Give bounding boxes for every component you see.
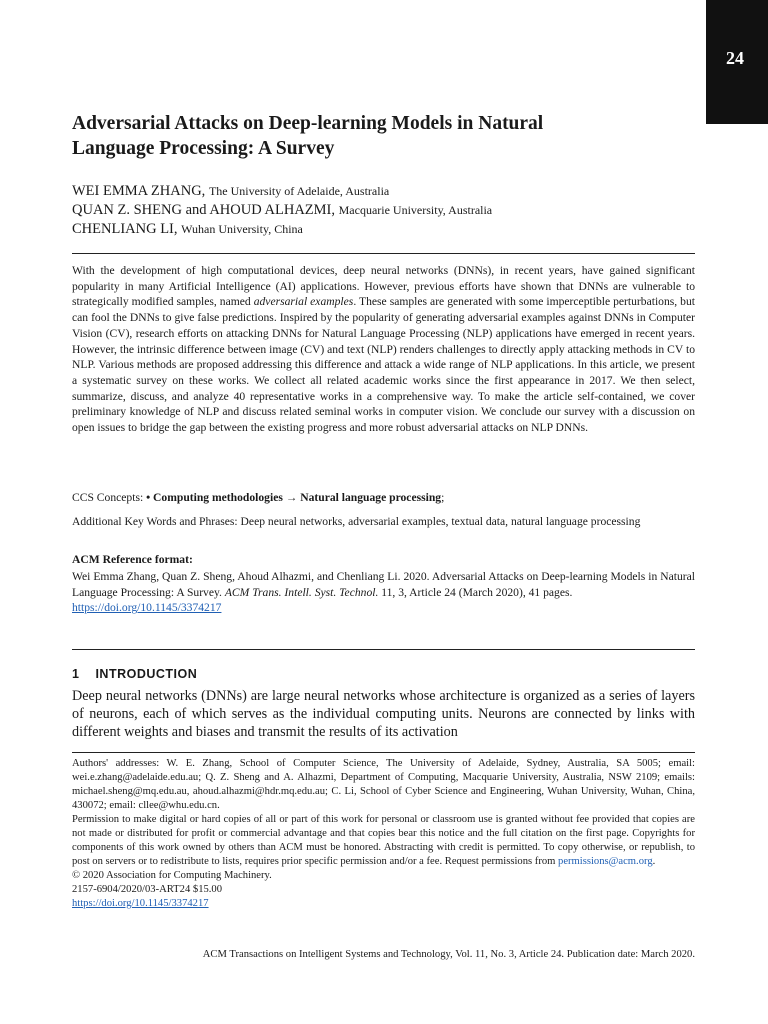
- introduction-paragraph: Deep neural networks (DNNs) are large neural networks whose architecture is organized as a series of layers of neurons, each of which serves as the individual computing units. Neurons are connected by links with different weights and biases and transmit the results of its activation: [72, 688, 695, 741]
- page-footer: ACM Transactions on Intelligent Systems and Technology, Vol. 11, No. 3, Article 24. Publication date: March 2020.: [202, 949, 695, 960]
- author-affiliation: The University of Adelaide, Australia: [208, 184, 390, 198]
- title-line-1: Adversarial Attacks on Deep-learning Models in Natural: [72, 113, 544, 134]
- paper-title: [72, 111, 692, 161]
- ccs-label: CCS Concepts:: [72, 491, 147, 504]
- abstract-top-rule: [72, 253, 695, 254]
- abstract-text-2: . These samples are generated with some imperceptible perturbations, but can fool the DNNs to give false predictions. Inspired by the popularity of generating adversarial examples against DNNs in Computer Vision (CV), research efforts on attacking DNNs for Natural Language Processing (NLP) applications have emerged in recent years. However, the intrinsic difference between image (CV) and text (NLP) renders challenges to directly apply attacking methods in CV to NLP. Various methods are proposed addressing this difference and attack a wide range of NLP applications. In this article, we present a systematic survey on these works. We collect all related academic works since the first appearance in 2017. We then select, summarize, discuss, and analyze 40 representative works in a comprehensive way. To make the article self-contained, we cover preliminary knowledge of NLP and discuss related seminal works in computer vision. We conclude our survey with a discussion on open issues to bridge the gap between the existing progress and more robust adversarial attacks on NLP DNNs.: [72, 295, 696, 435]
- ccs-concepts-list: • Computing methodologies → Natural language processing: [146, 491, 442, 504]
- issn-line: 2157-6904/2020/03-ART24 $15.00: [72, 884, 223, 895]
- reference-text-2: 11, 3, Article 24 (March 2020), 41 pages.: [378, 585, 573, 599]
- title-line-2: Language Processing: A Survey: [72, 138, 335, 159]
- author-list: [72, 182, 692, 239]
- page-number: 24: [726, 48, 744, 68]
- reference-journal: ACM Trans. Intell. Syst. Technol.: [224, 585, 379, 599]
- ccs-concepts: [72, 490, 695, 506]
- footnote-doi-link[interactable]: https://doi.org/10.1145/3374217: [72, 898, 209, 909]
- author-line-2: [72, 201, 692, 220]
- permission-end: .: [652, 856, 656, 867]
- footnote-rule: [72, 752, 695, 753]
- abstract-emphasis: adversarial examples: [253, 295, 354, 309]
- reference-heading: ACM Reference format:: [72, 553, 193, 566]
- copyright-notice: © 2020 Association for Computing Machinery.: [72, 870, 272, 881]
- section-number: 1: [72, 667, 80, 681]
- ccs-suffix: ;: [441, 491, 445, 504]
- author-line-1: [72, 182, 692, 201]
- author-line-3: [72, 220, 692, 239]
- permission-notice: [72, 813, 695, 869]
- section-title: INTRODUCTION: [95, 667, 198, 681]
- abstract-bottom-rule: [72, 649, 695, 650]
- reference-format: [72, 569, 695, 616]
- footnotes: [72, 757, 695, 911]
- section-heading: [72, 667, 197, 681]
- author-names: WEI EMMA ZHANG,: [72, 183, 206, 199]
- author-affiliation: Wuhan University, China: [181, 222, 303, 236]
- abstract-text-1: With the development of high computational devices, deep neural networks (DNNs), in recent years, have gained significant popularity in many Artificial Intelligence (AI) applications. However, previous efforts have shown that DNNs are vulnerable to strategically modified samples, named: [72, 264, 695, 309]
- author-names: CHENLIANG LI,: [72, 221, 178, 237]
- keywords: Additional Key Words and Phrases: Deep neural networks, adversarial examples, textual data, natural language processing: [72, 515, 641, 528]
- reference-text-1: Wei Emma Zhang, Quan Z. Sheng, Ahoud Alhazmi, and Chenliang Li. 2020. Adversarial Attacks on Deep-learning Models in Natural Language Processing: A Survey.: [72, 570, 695, 599]
- author-addresses: Authors' addresses: W. E. Zhang, School of Computer Science, The University of Adelaide, Sydney, Australia, SA 5005; email: wei.e.zhang@adelaide.edu.au; Q. Z. Sheng and A. Alhazmi, Department of Computing, Macquarie University, Australia, NSW 2109; emails: michael.sheng@mq.edu.au, ahoud.alhazmi@hdr.mq.edu.au; C. Li, School of Cyber Science and Engineering, Wuhan University, Wuhan, China, 430072; email: cllee@whu.edu.cn.: [72, 758, 695, 811]
- permission-text: Permission to make digital or hard copies of all or part of this work for personal or classroom use is granted without fee provided that copies are not made or distributed for profit or commercial advantage and that copies bear this notice and the full citation on the first page. Copyrights for components of this work owned by others than ACM must be honored. Abstracting with credit is permitted. To copy otherwise, or republish, to post on servers or to redistribute to lists, requires prior specific permission and/or a fee. Request permissions from: [72, 814, 695, 867]
- author-affiliation: Macquarie University, Australia: [338, 203, 493, 217]
- permissions-email-link[interactable]: permissions@acm.org: [558, 856, 653, 867]
- reference-doi-link[interactable]: https://doi.org/10.1145/3374217: [72, 601, 222, 615]
- page-number-tab: [706, 0, 768, 124]
- author-names: QUAN Z. SHENG and AHOUD ALHAZMI,: [72, 202, 335, 218]
- abstract: [72, 263, 695, 436]
